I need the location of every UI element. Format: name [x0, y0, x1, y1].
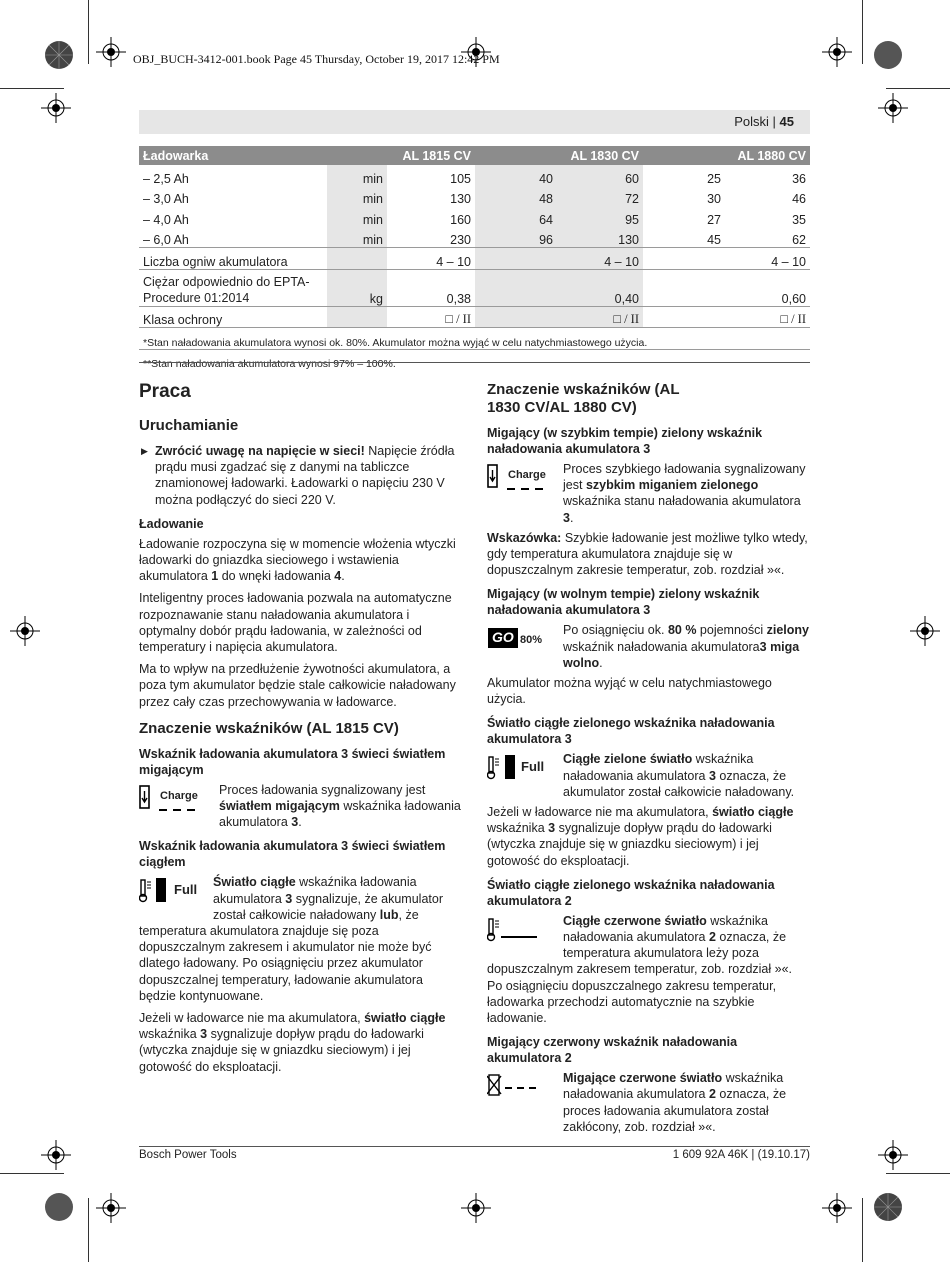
paragraph: Akumulator można wyjąć w celu natychmiastowego użycia.	[487, 676, 772, 707]
row-label: Liczba ogniw akumulatora	[139, 248, 327, 270]
full-label: Full	[174, 882, 198, 898]
unit-cell: min	[327, 227, 387, 248]
footer-publisher: Bosch Power Tools	[139, 1149, 237, 1161]
charge-label: Charge	[160, 789, 198, 802]
value-cell: 0,38	[387, 269, 475, 306]
value-cell: 130	[557, 227, 643, 248]
paragraph: Full Światło ciągłe wskaźnika ładowania akumulatora 3 sygnalizuje, że akumulator został całkowicie naładowany lub, że temperatura akumulatora znajduje się poza dopuszczalnym zakresem i akumulator nie może być dlatego ładowany. Po osiągnięciu przez akumulator dopuszczalnej temperatury, ładowanie akumulatora będzie kontynuowane.	[139, 875, 443, 1003]
subheading: Migający (w szybkim tempie) zielony wskaźnik naładowania akumulatora 3	[487, 426, 763, 456]
paragraph: Inteligentny proces ładowania pozwala na automatyczne rozpoznawanie stanu naładowania akumulatora i optymalny dobór prądu ładowania, w zależności od temperatury i napięcia akumulatora.	[139, 591, 452, 655]
row-label	[139, 269, 327, 306]
crosshair-mark	[41, 93, 71, 123]
paragraph: Jeżeli w ładowarce nie ma akumulatora, światło ciągłe wskaźnika 3 sygnalizuje dopływ prądu do ładowarki (wtyczka znajduje się w gniazdku sieciowym) i jej gotowość do eksploatacji.	[139, 1011, 446, 1074]
full-indicator-icon	[487, 751, 563, 787]
value-cell: 4 – 10	[557, 248, 643, 270]
indicator-block	[487, 461, 810, 526]
table-row	[139, 306, 810, 328]
row-label-line: Procedure 01:2014	[143, 290, 250, 305]
subheading: Wskaźnik ładowania akumulatora 3 świeci światłem migającym	[139, 746, 446, 777]
row-label: – 4,0 Ah	[143, 212, 189, 227]
subheading: Wskaźnik ładowania akumulatora 3 świeci światłem ciągłem	[139, 839, 446, 870]
warning-bullet	[139, 443, 461, 508]
value-cell: □ / II	[557, 306, 643, 328]
footer-doc-number: 1 609 92A 46K | (19.10.17)	[672, 1149, 810, 1161]
language-label: Polski	[734, 114, 769, 129]
go-80-indicator-icon	[487, 622, 563, 658]
footnote: **Stan naładowania akumulatora wynosi 97% – 100%.	[139, 349, 810, 370]
indicator-block	[487, 1070, 810, 1135]
page-label	[734, 114, 794, 129]
charge-label: Charge	[508, 469, 546, 481]
crosshair-mark	[461, 1193, 491, 1223]
value-cell: 96	[475, 227, 557, 248]
value-cell: 30	[707, 192, 721, 206]
value-cell: 36	[792, 171, 806, 186]
crosshair-mark	[10, 616, 40, 646]
crosshair-mark	[878, 93, 908, 123]
print-slug: OBJ_BUCH-3412-001.book Page 45 Thursday, October 19, 2017 12:42 PM	[133, 52, 500, 66]
subheading: Migający (w wolnym tempie) zielony wskaźnik naładowania akumulatora 3	[487, 587, 760, 618]
section-title: Praca	[139, 381, 191, 402]
subheading: Światło ciągłe zielonego wskaźnika naładowania akumulatora 3	[487, 716, 775, 747]
table-header-cell: AL 1880 CV	[725, 146, 810, 165]
full-indicator-icon	[139, 874, 211, 910]
value-cell: 0,60	[725, 269, 810, 306]
temperature-indicator-icon	[487, 913, 563, 953]
value-cell: 45	[707, 233, 721, 247]
paragraph: Ładowanie rozpoczyna się w momencie włożenia wtyczki ładowarki do gniazdka sieciowego i wstawienia akumulatora 1 do wnęki ładowania 4.	[139, 536, 456, 584]
table-row	[139, 186, 810, 207]
fault-indicator-icon	[487, 1070, 563, 1106]
table-header-cell: AL 1815 CV	[387, 146, 475, 165]
value-cell: 64	[475, 206, 557, 227]
crosshair-mark	[910, 616, 940, 646]
subsection-title: Uruchamianie	[139, 417, 239, 434]
separator: |	[768, 114, 780, 129]
registration-mark	[39, 1187, 79, 1227]
indicator-block	[487, 622, 810, 671]
value-cell: 46	[792, 192, 806, 206]
value-cell: 230	[450, 233, 471, 247]
full-label: Full	[521, 759, 545, 775]
row-label: – 6,0 Ah	[143, 233, 189, 247]
charge-indicator-icon	[139, 782, 215, 818]
table-header-cell: AL 1830 CV	[557, 146, 643, 165]
value-cell: 25	[707, 171, 721, 186]
paragraph: Ma to wpływ na przedłużenie żywotności akumulatora, a poza tym akumulator będzie stale całkowicie naładowany przez cały czas przechowywania w ładowarce.	[139, 662, 456, 709]
spec-table	[139, 146, 810, 370]
table-row	[139, 206, 810, 227]
registration-mark	[39, 35, 79, 75]
table-row	[139, 248, 810, 270]
value-cell: 60	[557, 165, 643, 186]
crosshair-mark	[822, 1193, 852, 1223]
subheading: Migający czerwony wskaźnik naładowania akumulatora 2	[487, 1035, 738, 1066]
row-label: – 3,0 Ah	[143, 192, 189, 206]
warning-bold: Zwrócić uwagę na napięcie w sieci!	[155, 444, 365, 458]
unit-cell: min	[327, 165, 387, 186]
value-cell: 130	[450, 192, 471, 206]
charge-indicator-icon	[487, 461, 563, 497]
crosshair-mark	[96, 1193, 126, 1223]
table-row	[139, 227, 810, 248]
warning-text: Napięcie źródła prądu musi zgadzać się z danymi na tabliczce znamionowej ładowarki. Ładowarki o napięciu 230 V można podłączyć do sieci 220 V.	[155, 444, 455, 507]
value-cell: 62	[792, 233, 806, 247]
paragraph: Ciągłe czerwone światło wskaźnika naładowania akumulatora 2 oznacza, że temperatura akumulatora leży poza dopuszczalnym zakresem temperatur, zob. rozdział »«. Po osiągnięciu dopuszczalnego zakresu temperatur, ładowarka przechodzi automatycznie na szybkie ładowanie.	[487, 913, 792, 1026]
paragraph: Proces ładowania sygnalizowany jest światłem migającym wskaźnika ładowania akumulatora 3.	[219, 782, 461, 830]
go-label: GO	[492, 629, 514, 646]
crosshair-mark	[822, 37, 852, 67]
subheading: Ładowanie	[139, 516, 204, 531]
crosshair-mark	[96, 37, 126, 67]
paragraph: Migające czerwone światło wskaźnika naładowania akumulatora 2 oznacza, że proces ładowania akumulatora został zakłócony, zob. rozdział »«.	[563, 1071, 787, 1134]
value-cell: 0,40	[557, 269, 643, 306]
right-column	[487, 381, 810, 1139]
registration-mark	[868, 1187, 908, 1227]
table-header-row	[139, 146, 810, 165]
paragraph: Ciągłe zielone światło wskaźnika naładowania akumulatora 3 oznacza, że akumulator został całkowicie naładowany.	[563, 752, 795, 799]
value-cell: 27	[707, 212, 721, 227]
row-label-line: Ciężar odpowiednio do EPTA-	[143, 274, 310, 289]
row-label: – 2,5 Ah	[143, 171, 189, 186]
page-header	[139, 110, 810, 134]
value-cell: 72	[557, 186, 643, 207]
indicator-block	[487, 751, 810, 800]
value-cell: 105	[450, 171, 471, 186]
paragraph: Jeżeli w ładowarce nie ma akumulatora, światło ciągłe wskaźnika 3 sygnalizuje dopływ prądu do ładowarki (wtyczka znajduje się w gniazdku sieciowym) i jej gotowość do eksploatacji.	[487, 805, 794, 868]
subheading: Światło ciągłe zielonego wskaźnika naładowania akumulatora 2	[487, 877, 775, 908]
unit-cell: min	[327, 186, 387, 207]
paragraph: Wskazówka: Szybkie ładowanie jest możliwe tylko wtedy, gdy temperatura akumulatora znajduje się w dopuszczalnym zakresie temperatur, zob. rozdział »«.	[487, 530, 808, 578]
value-cell: □ / II	[387, 306, 475, 328]
table-row	[139, 269, 810, 306]
paragraph: Po osiągnięciu ok. 80 % pojemności zielony wskaźnik naładowania akumulatora3 miga wolno.	[563, 623, 809, 670]
value-cell: 95	[557, 206, 643, 227]
indicator-block	[139, 782, 461, 831]
crosshair-mark	[878, 1140, 908, 1170]
subsection-title: Znaczenie wskaźników (AL 1815 CV)	[139, 719, 399, 737]
value-cell: 48	[475, 186, 557, 207]
footnote: *Stan naładowania akumulatora wynosi ok. 80%. Akumulator można wyjąć w celu natychmiastowego użycia.	[139, 328, 810, 350]
registration-mark	[868, 35, 908, 75]
value-cell: 4 – 10	[387, 248, 475, 270]
value-cell: 4 – 10	[725, 248, 810, 270]
value-cell: 35	[792, 212, 806, 227]
left-column	[139, 381, 461, 1081]
unit-cell: min	[327, 206, 387, 227]
unit-cell: kg	[327, 269, 387, 306]
value-cell: 160	[450, 212, 471, 227]
row-label: Klasa ochrony	[139, 306, 327, 328]
percent-label: 80%	[520, 634, 543, 647]
crosshair-mark	[41, 1140, 71, 1170]
value-cell: 40	[475, 165, 557, 186]
table-row	[139, 165, 810, 186]
subsection-title: Znaczenie wskaźników (AL 1830 CV/AL 1880 CV)	[487, 381, 680, 416]
page-number: 45	[779, 114, 794, 129]
paragraph: Proces szybkiego ładowania sygnalizowany jest szybkim miganiem zielonego wskaźnika stanu naładowania akumulatora 3.	[563, 462, 806, 525]
value-cell: □ / II	[725, 306, 810, 328]
table-header-cell: Ładowarka	[139, 146, 387, 165]
